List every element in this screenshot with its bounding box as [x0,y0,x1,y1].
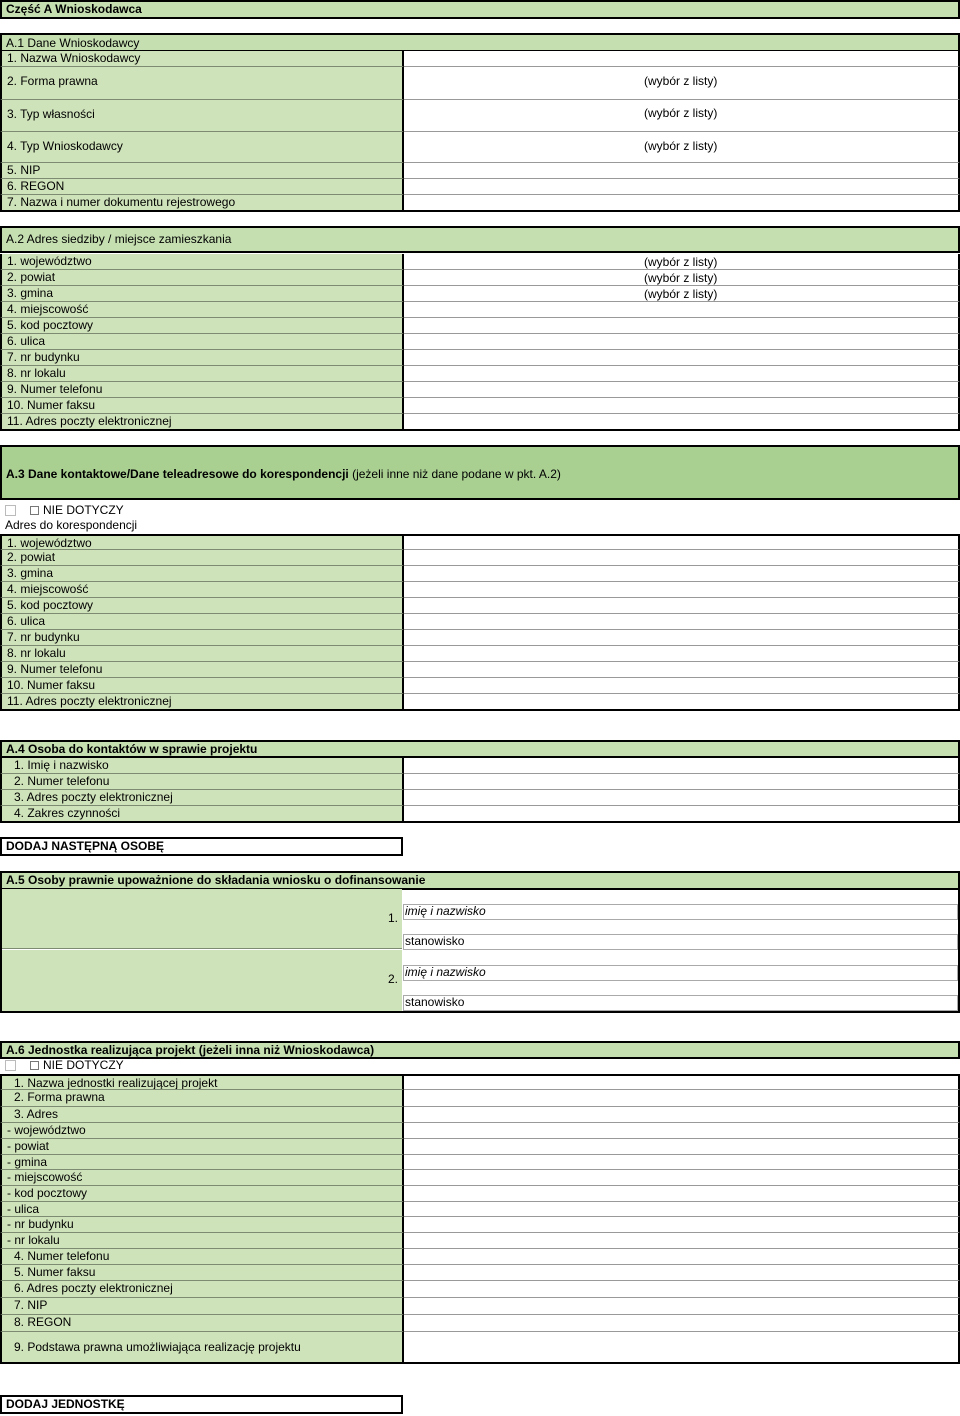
a6-field-label: 9. Podstawa prawna umożliwiająca realizację projektu [0,1332,404,1364]
a6-commune-input[interactable] [404,1155,960,1170]
a3-voivodeship-input[interactable] [404,534,960,550]
a6-county-input[interactable] [404,1139,960,1155]
a3-not-applicable-label: NIE DOTYCZY [43,503,124,517]
a3-apartment-input[interactable] [404,646,960,662]
a6-not-applicable-label: NIE DOTYCZY [43,1058,124,1072]
a3-field-label: 8. nr lokalu [0,646,404,662]
a6-unit-name-input[interactable] [404,1074,960,1090]
a5-person-1-label-area [2,889,402,949]
a6-address-row [404,1107,960,1123]
checkbox-placeholder-icon [5,1060,16,1071]
a3-fax-input[interactable] [404,678,960,694]
a6-field-label: 5. Numer faksu [0,1265,404,1281]
a6-not-applicable-checkbox[interactable] [30,1061,39,1070]
a4-name-input[interactable] [404,758,960,774]
a1-nip-label: 5. NIP [0,163,404,179]
a5-person-2-name-label: imię i nazwisko [405,965,486,979]
a6-phone-input[interactable] [404,1249,960,1265]
a3-field-label: 2. powiat [0,550,404,566]
a1-doc-label: 7. Nazwa i numer dokumentu rejestrowego [0,195,404,212]
a2-field-label: 1. województwo [0,254,404,270]
a6-apartment-input[interactable] [404,1233,960,1249]
section-a1-title: A.1 Dane Wnioskodawcy [0,33,960,52]
a6-field-label: 3. Adres [0,1107,404,1123]
a2-email-input[interactable] [404,414,960,431]
section-a3-title-bold: A.3 Dane kontaktowe/Dane teleadresowe do korespondencji [6,467,349,481]
a5-person-1-name-label: imię i nazwisko [405,904,486,918]
a2-apartment-input[interactable] [404,366,960,382]
a3-postcode-input[interactable] [404,598,960,614]
a3-field-label: 10. Numer faksu [0,678,404,694]
a6-field-label: - województwo [0,1123,404,1139]
a3-county-input[interactable] [404,550,960,566]
section-a6-title: A.6 Jednostka realizująca projekt (jeżeli inna niż Wnioskodawca) [0,1041,960,1059]
a5-person-1-position-input[interactable] [403,934,958,950]
a4-field-label: 4. Zakres czynności [0,806,404,823]
a2-commune-hint: (wybór z listy) [644,287,718,301]
a3-field-label: 5. kod pocztowy [0,598,404,614]
a1-regon-label: 6. REGON [0,179,404,195]
a3-street-input[interactable] [404,614,960,630]
a3-field-label: 3. gmina [0,566,404,582]
a6-fax-input[interactable] [404,1265,960,1281]
a2-field-label: 6. ulica [0,334,404,350]
a6-field-label: 4. Numer telefonu [0,1249,404,1265]
a6-field-label: 2. Forma prawna [0,1090,404,1107]
a5-person-1-position-label: stanowisko [405,934,465,948]
a6-field-label: - ulica [0,1202,404,1217]
a3-field-label: 1. województwo [0,534,404,550]
a3-not-applicable[interactable] [0,503,404,519]
a2-phone-input[interactable] [404,382,960,398]
a6-field-label: - gmina [0,1155,404,1170]
a5-person-1-number: 1. [388,911,399,925]
a2-voivodeship-hint: (wybór z listy) [644,255,718,269]
a2-city-input[interactable] [404,302,960,318]
a6-field-label: - miejscowość [0,1170,404,1186]
section-a2-title: A.2 Adres siedziby / miejsce zamieszkania [0,226,960,253]
a6-field-label: - nr lokalu [0,1233,404,1249]
a5-person-2-position-label: stanowisko [405,995,465,1009]
a3-field-label: 6. ulica [0,614,404,630]
a1-type-hint: (wybór z listy) [644,139,718,153]
a1-legal-form-label: 2. Forma prawna [0,67,404,100]
a1-ownership-label: 3. Typ własności [0,100,404,132]
a3-field-label: 11. Adres poczty elektronicznej [0,694,404,711]
a2-field-label: 4. miejscowość [0,302,404,318]
a6-field-label: 7. NIP [0,1298,404,1315]
a6-legal-basis-input[interactable] [404,1332,960,1364]
add-contact-person-button[interactable]: DODAJ NASTĘPNĄ OSOBĘ [0,837,403,856]
a2-field-label: 8. nr lokalu [0,366,404,382]
a6-city-input[interactable] [404,1170,960,1186]
a3-email-input[interactable] [404,694,960,711]
section-a4-title: A.4 Osoba do kontaktów w sprawie projektu [0,740,960,758]
section-a5-title: A.5 Osoby prawnie upoważnione do składania wniosku o dofinansowanie [0,871,960,890]
a5-person-2-number: 2. [388,972,399,986]
a1-type-label: 4. Typ Wnioskodawcy [0,132,404,163]
a3-field-label: 4. miejscowość [0,582,404,598]
a1-regon-input[interactable] [404,179,960,195]
a6-postcode-input[interactable] [404,1186,960,1202]
a4-field-label: 2. Numer telefonu [0,774,404,790]
a2-field-label: 9. Numer telefonu [0,382,404,398]
a3-address-label: Adres do korespondencji [5,518,138,532]
a6-field-label: - kod pocztowy [0,1186,404,1202]
a6-field-label: - powiat [0,1139,404,1155]
a2-field-label: 7. nr budynku [0,350,404,366]
a3-not-applicable-checkbox[interactable] [30,506,39,515]
a3-city-input[interactable] [404,582,960,598]
a4-field-label: 3. Adres poczty elektronicznej [0,790,404,806]
a1-legal-form-hint: (wybór z listy) [644,74,718,88]
a6-voivodeship-input[interactable] [404,1123,960,1139]
a6-field-label: - nr budynku [0,1217,404,1233]
a6-not-applicable[interactable] [0,1058,404,1074]
a2-field-label: 5. kod pocztowy [0,318,404,334]
a4-scope-input[interactable] [404,806,960,823]
a5-person-2-label-area [2,950,402,1011]
a2-field-label: 3. gmina [0,286,404,302]
a6-street-input[interactable] [404,1202,960,1217]
a2-field-label: 10. Numer faksu [0,398,404,414]
a5-person-2-name-input[interactable] [403,965,958,981]
part-title: Część A Wnioskodawca [0,0,960,19]
a6-regon-input[interactable] [404,1315,960,1332]
a6-email-input[interactable] [404,1281,960,1298]
a6-field-label: 8. REGON [0,1315,404,1332]
a4-phone-input[interactable] [404,774,960,790]
a6-nip-input[interactable] [404,1298,960,1315]
section-a3-title-note: (jeżeli inne niż dane podane w pkt. A.2) [348,467,561,481]
a3-field-label: 9. Numer telefonu [0,662,404,678]
a1-ownership-hint: (wybór z listy) [644,106,718,120]
a2-field-label: 2. powiat [0,270,404,286]
a2-postcode-input[interactable] [404,318,960,334]
a3-building-input[interactable] [404,630,960,646]
a4-field-label: 1. Imię i nazwisko [0,758,404,774]
a1-name-input[interactable] [404,51,960,67]
a3-field-label: 7. nr budynku [0,630,404,646]
a5-person-1-name-input[interactable] [403,904,958,920]
a6-legal-form-input[interactable] [404,1090,960,1107]
add-unit-button[interactable]: DODAJ JEDNOSTKĘ [0,1395,403,1414]
a2-field-label: 11. Adres poczty elektronicznej [0,414,404,431]
a2-building-input[interactable] [404,350,960,366]
a1-name-label: 1. Nazwa Wnioskodawcy [0,51,404,67]
a3-phone-input[interactable] [404,662,960,678]
a2-street-input[interactable] [404,334,960,350]
a6-field-label: 1. Nazwa jednostki realizującej projekt [0,1074,404,1090]
a1-doc-input[interactable] [404,195,960,212]
a5-person-2-position-input[interactable] [403,995,958,1011]
section-a3-title [0,445,960,500]
a3-commune-input[interactable] [404,566,960,582]
checkbox-placeholder-icon [5,505,16,516]
a6-field-label: 6. Adres poczty elektronicznej [0,1281,404,1298]
a2-fax-input[interactable] [404,398,960,414]
a4-email-input[interactable] [404,790,960,806]
a6-building-input[interactable] [404,1217,960,1233]
a2-county-hint: (wybór z listy) [644,271,718,285]
a1-nip-input[interactable] [404,163,960,179]
